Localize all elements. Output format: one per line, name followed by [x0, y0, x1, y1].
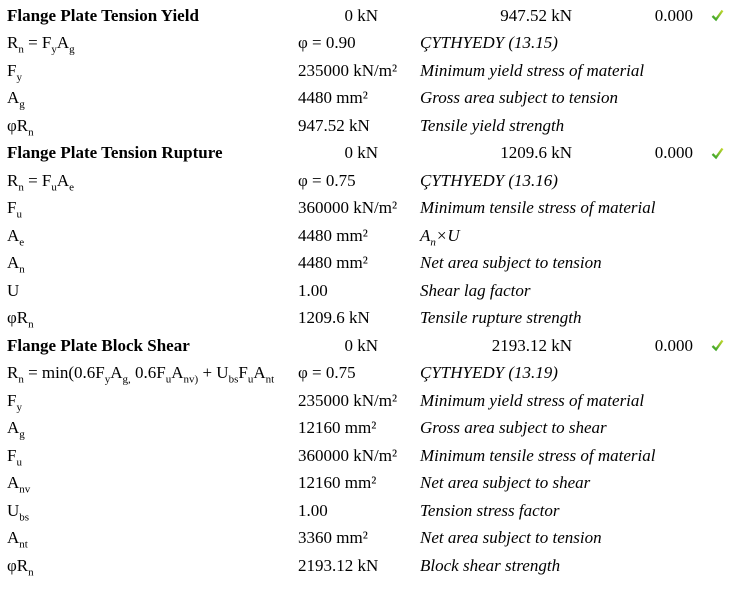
row-value: 4480 mm² [298, 253, 368, 273]
section-header-tension-rupture [0, 140, 741, 168]
row-value: 360000 kN/m² [298, 445, 398, 465]
section-title: Flange Plate Tension Rupture [7, 143, 223, 163]
row-label: U [7, 280, 20, 300]
parameter-row-Ag [0, 85, 741, 113]
row-label: $F_y$ [7, 390, 22, 414]
row-desc: ÇYTHYEDY (13.15) [420, 33, 558, 53]
status-cell [693, 339, 741, 352]
row-value: 3360 mm² [298, 528, 368, 548]
row-value: 4480 mm² [298, 88, 368, 108]
check-icon [711, 147, 724, 160]
row-label: $A_n$ [7, 253, 25, 276]
section-header-block-shear [0, 332, 741, 360]
row-value: 235000 kN/m² [298, 60, 398, 80]
parameter-row-Ant [0, 525, 741, 553]
parameter-row-Anv [0, 470, 741, 498]
row-value: 4480 mm² [298, 225, 368, 245]
parameter-row-Ae [0, 222, 741, 250]
capacity-value: 947.52 kN [500, 5, 572, 25]
row-value: 2193.12 kN [298, 555, 379, 575]
row-value: φ = 0.75 [298, 363, 356, 383]
row-desc: Gross area subject to shear [420, 418, 607, 438]
parameter-row-Ag [0, 415, 741, 443]
row-value: 12160 mm² [298, 473, 377, 493]
row-label: $R_n = F_uA_e$ [7, 170, 75, 194]
parameter-row-Ubs [0, 497, 741, 525]
row-value: 1.00 [298, 280, 328, 300]
demand-value: 0 kN [344, 143, 378, 163]
row-label: $\varphi R_n$ [7, 308, 34, 331]
parameter-row-Fy [0, 387, 741, 415]
ratio-value: 0.000 [654, 335, 693, 355]
row-value: 360000 kN/m² [298, 198, 398, 218]
demand-value: 0 kN [344, 5, 378, 25]
row-label: $\varphi R_n$ [7, 115, 34, 139]
row-desc: Net area subject to shear [420, 473, 591, 493]
row-label: $A_e$ [7, 225, 25, 249]
section-header-tension-yield [0, 2, 741, 30]
row-value: 947.52 kN [298, 115, 370, 135]
ratio-value: 0.000 [654, 143, 693, 163]
row-label: $R_n = F_yA_g$ [7, 33, 75, 56]
parameter-row-formula [0, 30, 741, 58]
parameter-row-phiRn [0, 112, 741, 140]
demand-value: 0 kN [344, 335, 378, 355]
row-desc: Tensile yield strength [420, 115, 565, 135]
row-value: φ = 0.75 [298, 170, 356, 190]
row-desc: Tension stress factor [420, 500, 560, 520]
row-label: $F_u$ [7, 445, 22, 469]
row-value: 235000 kN/m² [298, 390, 398, 410]
status-cell [693, 9, 741, 22]
row-desc: Shear lag factor [420, 280, 531, 300]
section-title: Flange Plate Tension Yield [7, 5, 199, 25]
row-label: $A_g$ [7, 418, 25, 441]
parameter-row-U [0, 277, 741, 305]
row-desc: Net area subject to tension [420, 253, 602, 273]
parameter-row-formula [0, 360, 741, 388]
check-icon [711, 9, 724, 22]
row-label: $R_n = \min(0.6F_yA_{g,}$ $0.6F_uA_{nv)} + U_{bs}F_uA_{nt}$ [7, 363, 275, 386]
row-value: 12160 mm² [298, 418, 377, 438]
row-label: $A_{nt}$ [7, 528, 28, 551]
row-value: 1209.6 kN [298, 308, 370, 328]
row-value: φ = 0.90 [298, 33, 356, 53]
row-label: $F_u$ [7, 198, 22, 221]
row-desc: ÇYTHYEDY (13.16) [420, 170, 558, 190]
row-desc: Minimum yield stress of material [420, 390, 645, 410]
parameter-row-Fu [0, 442, 741, 470]
row-desc: Tensile rupture strength [420, 308, 582, 328]
status-cell [693, 147, 741, 160]
section-title: Flange Plate Block Shear [7, 335, 190, 355]
row-desc: Minimum yield stress of material [420, 60, 645, 80]
row-label: $U_{bs}$ [7, 500, 30, 524]
check-icon [711, 339, 724, 352]
row-desc: $A_n\times U$ [420, 225, 460, 249]
row-label: $A_g$ [7, 88, 25, 111]
row-desc: Minimum tensile stress of material [420, 198, 656, 218]
row-value: 1.00 [298, 500, 328, 520]
row-desc: Minimum tensile stress of material [420, 445, 656, 465]
parameter-row-formula [0, 167, 741, 195]
parameter-row-Fy [0, 57, 741, 85]
row-label: $F_y$ [7, 60, 22, 84]
ratio-value: 0.000 [654, 5, 693, 25]
row-desc: Net area subject to tension [420, 528, 602, 548]
parameter-row-phiRn [0, 305, 741, 333]
parameter-row-phiRn [0, 552, 741, 580]
row-desc: Block shear strength [420, 555, 561, 575]
row-desc: Gross area subject to tension [420, 88, 619, 108]
row-label: $A_{nv}$ [7, 473, 31, 496]
parameter-row-Fu [0, 195, 741, 223]
parameter-row-An [0, 250, 741, 278]
row-desc: ÇYTHYEDY (13.19) [420, 363, 558, 383]
capacity-value: 2193.12 kN [491, 335, 572, 355]
capacity-value: 1209.6 kN [500, 143, 572, 163]
row-label: $\varphi R_n$ [7, 555, 34, 579]
